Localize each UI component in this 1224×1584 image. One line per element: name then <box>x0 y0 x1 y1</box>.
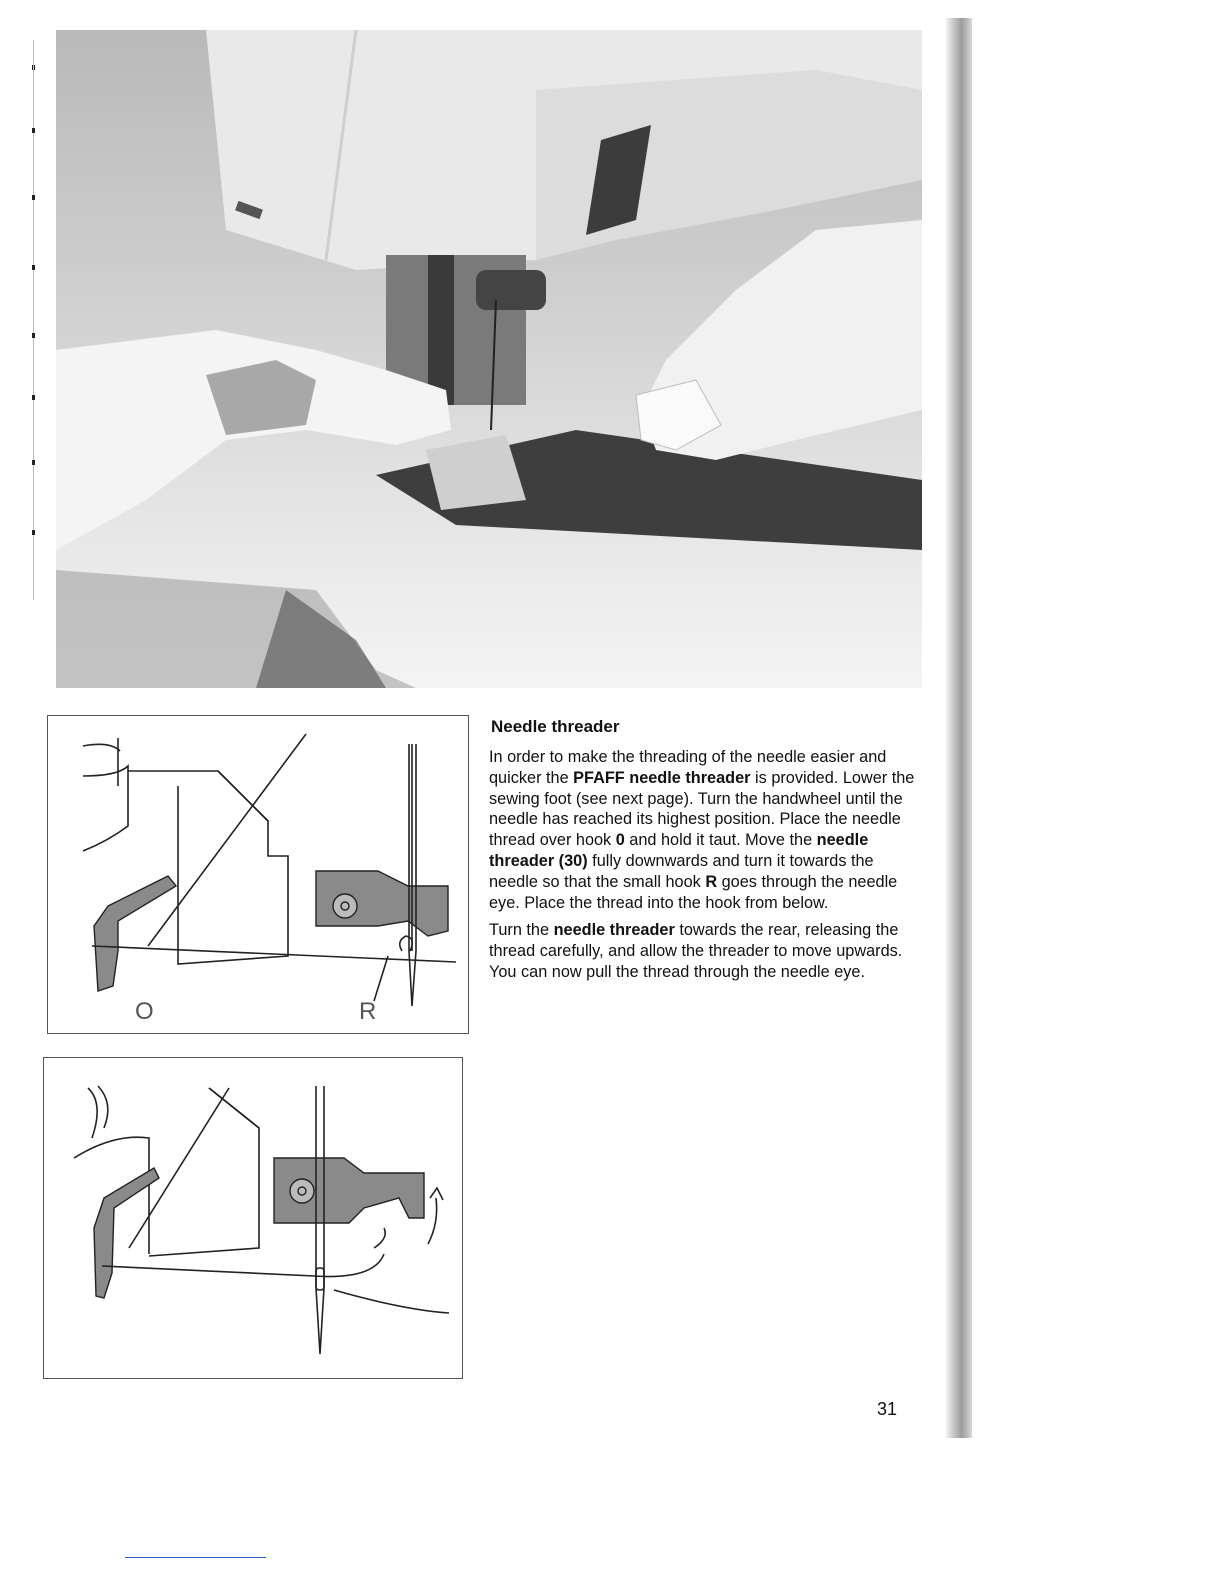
bold-run: R <box>705 872 718 891</box>
sewing-machine-photo <box>56 30 922 688</box>
needle-threader-figure-2 <box>43 1057 463 1379</box>
bold-run: needle threader (30) <box>489 831 869 870</box>
text-run: and hold it taut. Move the <box>624 831 817 850</box>
footer-link-line <box>125 1557 266 1558</box>
text-run: goes through the needle eye. Place the thread into the hook from below. <box>489 872 898 912</box>
text-run: towards the rear, releasing the thread carefully, and allow the threader to move upwards. You can now pull the thread through the needle eye. <box>489 921 903 981</box>
scan-margin-marks <box>28 40 40 560</box>
needle-threader-figure-1 <box>47 715 469 1034</box>
page-number: 31 <box>877 1399 898 1419</box>
text-run: Turn the <box>489 921 554 940</box>
bold-run: PFAFF needle threader <box>573 768 751 787</box>
scan-binding-edge <box>946 18 972 1438</box>
bold-run: 0 <box>615 831 625 850</box>
instruction-paragraph-1 <box>489 747 919 913</box>
instruction-paragraph-2 <box>489 920 919 982</box>
section-heading: Needle threader <box>491 717 620 736</box>
instructions-column <box>489 717 919 990</box>
hook-r-label: R <box>359 998 377 1025</box>
bold-run: needle threader <box>553 921 675 940</box>
text-run: fully downwards and turn it towards the needle so that the small hook <box>489 851 874 891</box>
threader-diagram-2 <box>44 1058 462 1378</box>
hook-o-label: O <box>135 998 154 1025</box>
text-run: is provided. Lower the sewing foot (see next page). Turn the handwheel until the needle has reached its highest position. Place the needle thread over hook <box>489 768 915 850</box>
text-run: In order to make the threading of the needle easier and quicker the <box>489 748 887 787</box>
threader-diagram-1 <box>48 716 468 1033</box>
